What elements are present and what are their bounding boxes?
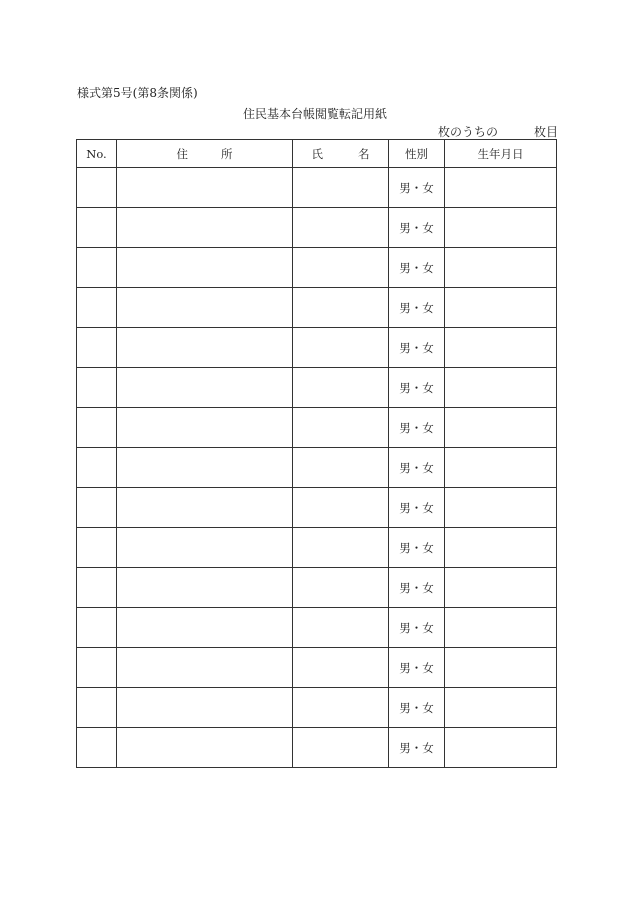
sex-cell: 男・女 <box>389 248 445 288</box>
name-cell <box>293 328 389 368</box>
sex-cell: 男・女 <box>389 288 445 328</box>
page-title: 住民基本台帳閲覧転記用紙 <box>242 107 387 121</box>
column-header-address <box>117 140 293 168</box>
address-cell <box>117 328 293 368</box>
no-cell <box>77 208 117 248</box>
address-cell <box>117 648 293 688</box>
name-cell <box>293 448 389 488</box>
birthdate-cell <box>445 648 557 688</box>
table-row <box>77 368 557 408</box>
sex-cell: 男・女 <box>389 648 445 688</box>
name-cell <box>293 208 389 248</box>
birthdate-cell <box>445 408 557 448</box>
sex-cell: 男・女 <box>389 528 445 568</box>
no-cell <box>77 168 117 208</box>
column-header-address-char: 所 <box>221 146 233 161</box>
column-header-no: No. <box>77 140 117 168</box>
form-number-label: 様式第5号(第8条関係) <box>77 86 198 100</box>
birthdate-cell <box>445 448 557 488</box>
table-row <box>77 168 557 208</box>
name-cell <box>293 488 389 528</box>
column-header-name-char: 名 <box>358 146 370 161</box>
no-cell <box>77 248 117 288</box>
table-row <box>77 408 557 448</box>
address-cell <box>117 208 293 248</box>
name-cell <box>293 368 389 408</box>
birthdate-cell <box>445 288 557 328</box>
page-counter <box>438 123 558 140</box>
table-row <box>77 728 557 768</box>
table-row <box>77 288 557 328</box>
birthdate-cell <box>445 168 557 208</box>
name-cell <box>293 168 389 208</box>
no-cell <box>77 328 117 368</box>
no-cell <box>77 568 117 608</box>
table-row <box>77 488 557 528</box>
transcription-table <box>76 139 557 768</box>
birthdate-cell <box>445 568 557 608</box>
address-cell <box>117 448 293 488</box>
address-cell <box>117 408 293 448</box>
address-cell <box>117 568 293 608</box>
sex-cell: 男・女 <box>389 488 445 528</box>
name-cell <box>293 648 389 688</box>
birthdate-cell <box>445 208 557 248</box>
column-header-sex: 性別 <box>389 140 445 168</box>
table-row <box>77 248 557 288</box>
column-header-name-char: 氏 <box>311 146 323 161</box>
name-cell <box>293 568 389 608</box>
birthdate-cell <box>445 488 557 528</box>
address-cell <box>117 168 293 208</box>
no-cell <box>77 728 117 768</box>
sex-cell: 男・女 <box>389 208 445 248</box>
page-counter-prefix: 枚のうちの <box>438 125 499 139</box>
birthdate-cell <box>445 528 557 568</box>
table-row <box>77 328 557 368</box>
birthdate-cell <box>445 688 557 728</box>
table-row <box>77 648 557 688</box>
name-cell <box>293 288 389 328</box>
table-row <box>77 208 557 248</box>
birthdate-cell <box>445 248 557 288</box>
name-cell <box>293 608 389 648</box>
sex-cell: 男・女 <box>389 168 445 208</box>
no-cell <box>77 528 117 568</box>
table-row <box>77 528 557 568</box>
table-row <box>77 688 557 728</box>
name-cell <box>293 408 389 448</box>
address-cell <box>117 248 293 288</box>
name-cell <box>293 528 389 568</box>
birthdate-cell <box>445 728 557 768</box>
table-header-row <box>77 140 557 168</box>
table-row <box>77 448 557 488</box>
no-cell <box>77 488 117 528</box>
address-cell <box>117 688 293 728</box>
sex-cell: 男・女 <box>389 568 445 608</box>
name-cell <box>293 248 389 288</box>
no-cell <box>77 368 117 408</box>
table-row <box>77 608 557 648</box>
sex-cell: 男・女 <box>389 368 445 408</box>
name-cell <box>293 688 389 728</box>
no-cell <box>77 408 117 448</box>
address-cell <box>117 608 293 648</box>
address-cell <box>117 368 293 408</box>
no-cell <box>77 608 117 648</box>
column-header-address-char: 住 <box>176 146 188 161</box>
address-cell <box>117 288 293 328</box>
no-cell <box>77 288 117 328</box>
address-cell <box>117 488 293 528</box>
no-cell <box>77 688 117 728</box>
birthdate-cell <box>445 368 557 408</box>
no-cell <box>77 448 117 488</box>
birthdate-cell <box>445 608 557 648</box>
sex-cell: 男・女 <box>389 448 445 488</box>
address-cell <box>117 528 293 568</box>
sex-cell: 男・女 <box>389 688 445 728</box>
sex-cell: 男・女 <box>389 728 445 768</box>
no-cell <box>77 648 117 688</box>
page-counter-suffix: 枚目 <box>534 125 559 139</box>
sex-cell: 男・女 <box>389 608 445 648</box>
column-header-birthdate: 生年月日 <box>445 140 557 168</box>
address-cell <box>117 728 293 768</box>
sex-cell: 男・女 <box>389 328 445 368</box>
birthdate-cell <box>445 328 557 368</box>
table-row <box>77 568 557 608</box>
column-header-name <box>293 140 389 168</box>
sex-cell: 男・女 <box>389 408 445 448</box>
name-cell <box>293 728 389 768</box>
